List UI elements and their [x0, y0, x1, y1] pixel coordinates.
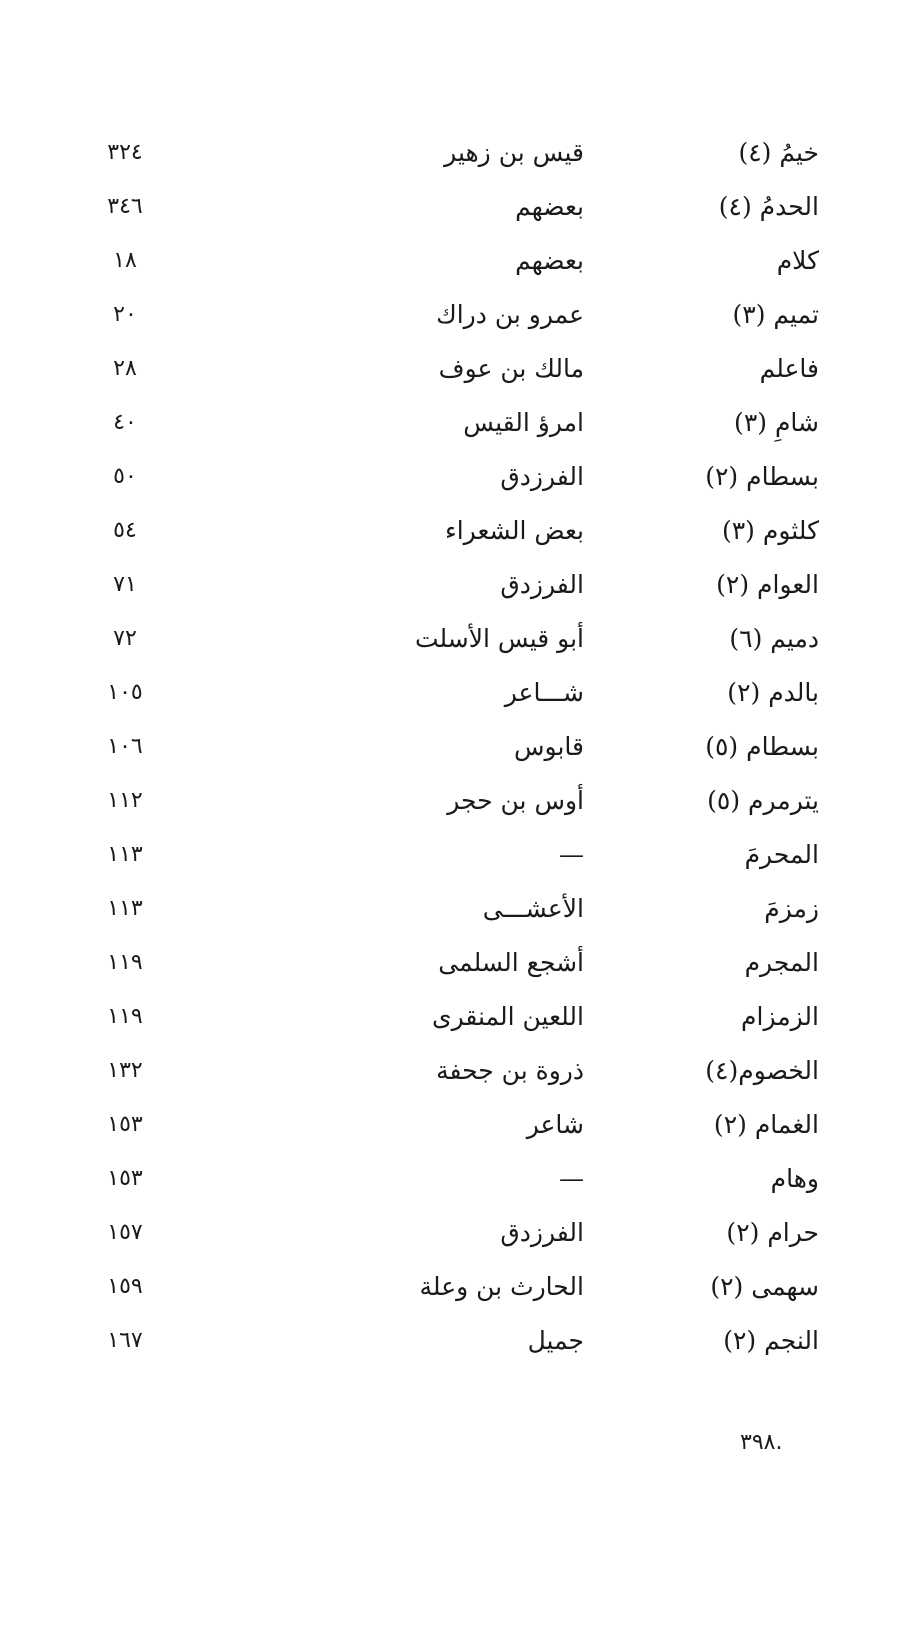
poet-name: بعضهم [515, 192, 584, 221]
index-row [0, 943, 909, 997]
index-row [0, 133, 909, 187]
poet-name: جميل [527, 1326, 584, 1355]
index-row [0, 889, 909, 943]
poet-name: بعضهم [515, 246, 584, 275]
index-row [0, 1267, 909, 1321]
index-row [0, 241, 909, 295]
rhyme-index-table [0, 133, 909, 1375]
page-reference: ١٣٢ [107, 1058, 143, 1083]
page-reference: ١٥٩ [107, 1274, 143, 1299]
index-row [0, 1051, 909, 1105]
rhyme-word: المحرمَ [744, 840, 819, 869]
rhyme-word: النجم (٢) [723, 1326, 819, 1355]
rhyme-word: المجرم [744, 948, 819, 977]
poet-name: عمرو بن دراك [436, 300, 584, 329]
rhyme-word: الحدمُ (٤) [718, 192, 819, 221]
rhyme-word: بالدم (٢) [727, 678, 819, 707]
index-row [0, 1105, 909, 1159]
index-row [0, 781, 909, 835]
rhyme-word: حرام (٢) [726, 1218, 819, 1247]
poet-name: مالك بن عوف [438, 354, 584, 383]
rhyme-word: كلام [776, 246, 819, 275]
index-row [0, 457, 909, 511]
rhyme-word: دميم (٦) [729, 624, 819, 653]
page-reference: ١٥٣ [107, 1166, 143, 1191]
rhyme-word: تميم (٣) [732, 300, 819, 329]
index-row [0, 565, 909, 619]
poet-name: قابوس [514, 732, 584, 761]
page-reference: ١٦٧ [107, 1328, 143, 1353]
index-row [0, 403, 909, 457]
page-reference: ٥٠ [113, 464, 137, 489]
index-row [0, 835, 909, 889]
rhyme-word: شامِ (٣) [734, 408, 819, 437]
index-row [0, 1321, 909, 1375]
rhyme-word: بسطام (٥) [705, 732, 819, 761]
poet-name: الأعشـــى [482, 894, 584, 923]
page-reference: ٣٢٤ [107, 140, 143, 165]
rhyme-word: يترمرم (٥) [707, 786, 819, 815]
page-reference: ٧٢ [113, 626, 137, 651]
poet-name: ذروة بن جحفة [436, 1056, 584, 1085]
page-reference: ١١٩ [107, 950, 143, 975]
poet-name: الفرزدق [500, 462, 584, 491]
page-number: ٣٩٨. [740, 1430, 783, 1455]
poet-name: قيس بن زهير [444, 138, 584, 167]
page-reference: ١١٣ [107, 842, 143, 867]
rhyme-word: بسطام (٢) [705, 462, 819, 491]
poet-name: — [559, 840, 584, 869]
index-row [0, 349, 909, 403]
rhyme-word: سهمى (٢) [710, 1272, 819, 1301]
page-reference: ٥٤ [113, 518, 137, 543]
index-row [0, 187, 909, 241]
rhyme-word: خيمُ (٤) [738, 138, 819, 167]
page-reference: ١٥٧ [107, 1220, 143, 1245]
index-row [0, 997, 909, 1051]
page-reference: ١١٣ [107, 896, 143, 921]
poet-name: أشجع السلمى [438, 948, 584, 977]
index-row [0, 295, 909, 349]
poet-name: الحارث بن وعلة [419, 1272, 584, 1301]
index-row [0, 1159, 909, 1213]
page-reference: ١٥٣ [107, 1112, 143, 1137]
page-reference: ١١٩ [107, 1004, 143, 1029]
poet-name: امرؤ القيس [463, 408, 584, 437]
rhyme-word: الزمزام [741, 1002, 819, 1031]
page-reference: ٢٨ [113, 356, 137, 381]
page-reference: ٧١ [113, 572, 137, 597]
page-reference: ٢٠ [113, 302, 137, 327]
poet-name: الفرزدق [500, 570, 584, 599]
rhyme-word: الخصوم(٤) [705, 1056, 819, 1085]
poet-name: شاعر [526, 1110, 584, 1139]
poet-name: اللعين المنقرى [432, 1002, 584, 1031]
index-row [0, 673, 909, 727]
rhyme-word: كلثوم (٣) [721, 516, 819, 545]
page-reference: ١٠٦ [107, 734, 143, 759]
rhyme-word: زمزمَ [764, 894, 819, 923]
page-reference: ٣٤٦ [107, 194, 143, 219]
page-reference: ١٨ [113, 248, 137, 273]
poet-name: بعض الشعراء [444, 516, 584, 545]
rhyme-word: وهام [770, 1164, 819, 1193]
rhyme-word: الغمام (٢) [713, 1110, 819, 1139]
poet-name: أوس بن حجر [447, 786, 584, 815]
poet-name: أبو قيس الأسلت [414, 624, 584, 653]
rhyme-word: العوام (٢) [716, 570, 819, 599]
poet-name: شـــاعر [504, 678, 584, 707]
rhyme-word: فاعلم [759, 354, 819, 383]
index-row [0, 511, 909, 565]
index-row [0, 727, 909, 781]
poet-name: الفرزدق [500, 1218, 584, 1247]
page-reference: ١٠٥ [107, 680, 143, 705]
index-row [0, 619, 909, 673]
page-reference: ١١٢ [107, 788, 143, 813]
page-reference: ٤٠ [113, 410, 137, 435]
poet-name: — [559, 1164, 584, 1193]
index-row [0, 1213, 909, 1267]
